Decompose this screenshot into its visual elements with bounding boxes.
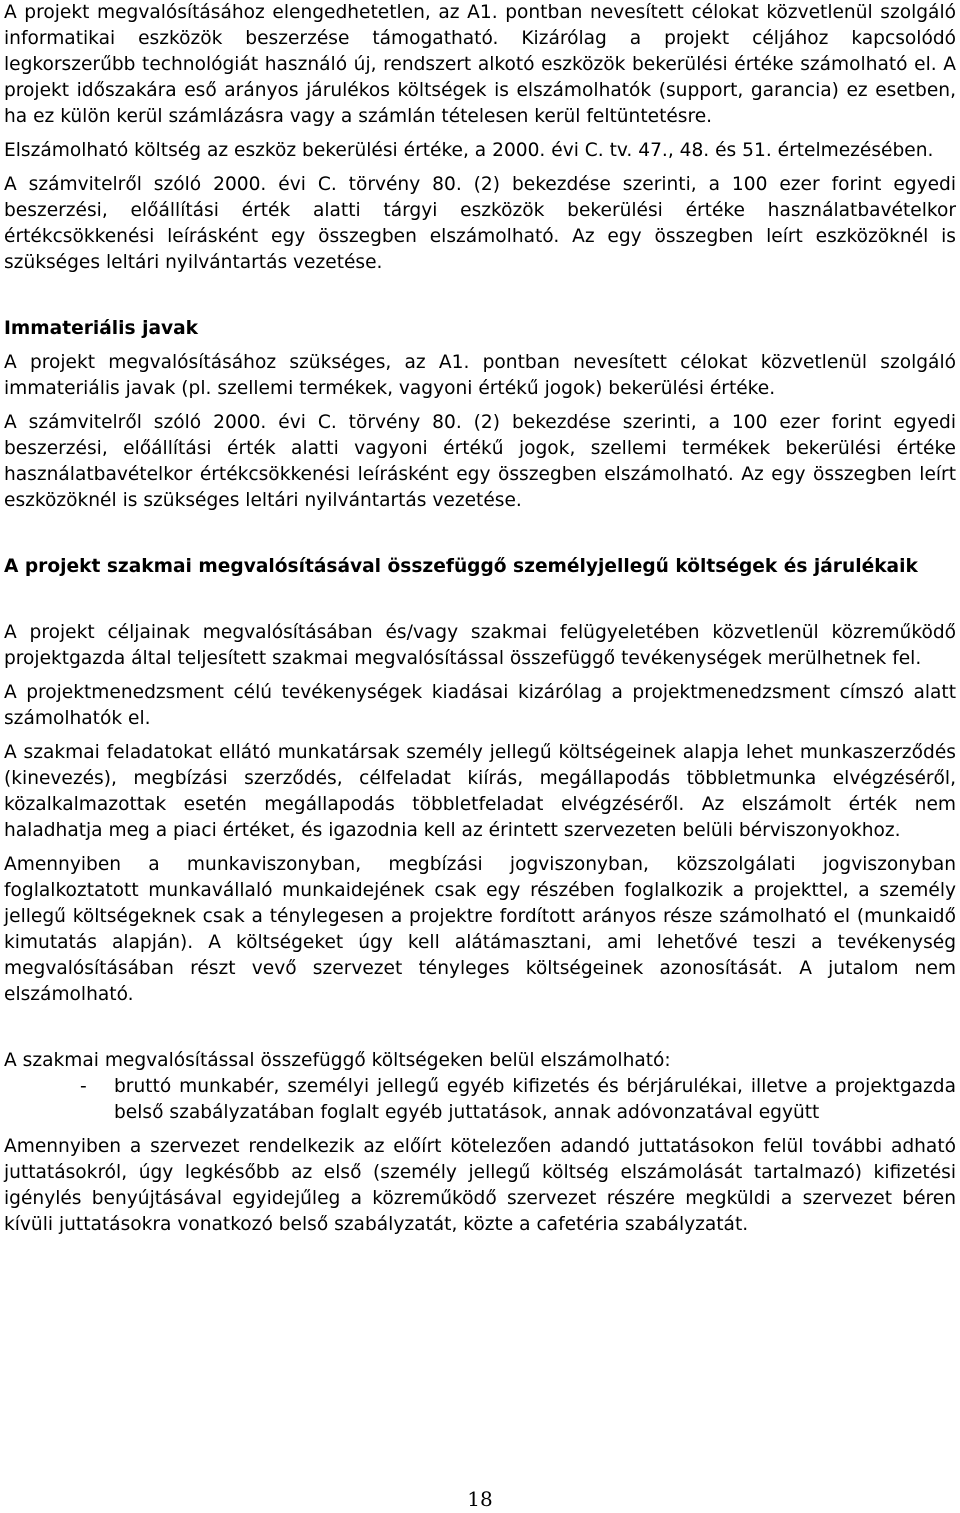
paragraph-elszamolhato-lista-bevezeto: A szakmai megvalósítással összefüggő költségeken belül elszámolható:: [4, 1050, 671, 1071]
paragraph-szamviteli-torveny-targyi: A számvitelről szóló 2000. évi C. törvény 80. (2) bekezdése szerinti, a 100 ezer forint egyedi beszerzési, előállítási érték alatti tárgyi eszközök bekerülési értéke használatbavételkor értékcsökkenési leírásként egy összegben elszámolható. Az egy összegben leírt eszközöknél is szükséges leltári nyilvántartás vezetése.: [4, 174, 956, 273]
list-item-text: bruttó munkabér, személyi jellegű egyéb kifizetés és bérjárulékai, illetve a projektgazda belső szabályzatában foglalt egyéb juttatások, annak adóvonzatával együtt: [114, 1076, 956, 1123]
heading-immaterialis-javak: Immateriális javak: [4, 318, 199, 339]
paragraph-informatikai-eszkozok: A projekt megvalósításához elengedhetetlen, az A1. pontban nevesített célokat közvetlenül szolgáló informatikai eszközök beszerzése támogatható. Kizárólag a projekt céljához kapcsolódó legkorszerűbb technológiát használó új, rendszert alkotó eszközök bekerülési értéke számolható el. A projekt időszakára eső arányos járulékos költségek is elszámolhatók (support, garancia) ez esetben, ha ez külön kerül számlázásra vagy a számlán tételesen kerül feltüntetésre.: [4, 2, 956, 127]
paragraph-immaterialis-javak: A projekt megvalósításához szükséges, az A1. pontban nevesített célokat közvetlenül szolgáló immateriális javak (pl. szellemi termékek, vagyoni értékű jogok) bekerülési értéke.: [4, 352, 956, 399]
paragraph-projektmenedzsment: A projektmenedzsment célú tevékenységek kiadásai kizárólag a projektmenedzsment címszó alatt számolhatók el.: [4, 682, 956, 729]
document-page: [4, 0, 956, 1238]
paragraph-juttatasok-szabalyzat: Amennyiben a szervezet rendelkezik az előírt kötelezően adandó juttatásokon felül további adható juttatásokról, úgy legkésőbb az első (személy jellegű költség elszámolását tartalmazó) kifizetési igénylés benyújtásával egyidejűleg a közreműködő szervezet részére megküldi a szervezet béren kívüli juttatásokra vonatkozó belső szabályzatát, közte a cafetéria szabályzatát.: [4, 1136, 956, 1235]
heading-szemelyi-jellegu-koltsegek: A projekt szakmai megvalósításával összefüggő személyjellegű költségek és járulékaik: [4, 556, 918, 577]
paragraph-munkaviszony-aranyos-resz: Amennyiben a munkaviszonyban, megbízási jogviszonyban, közszolgálati jogviszonyban foglalkoztatott munkavállaló munkaidejének csak egy részében foglalkozik a projekttel, a személy jellegű költségeknek csak a ténylegesen a projektre fordított arányos része számolható el (munkaidő kimutatás alapján). A költségeket úgy kell alátámasztani, ami lehetővé teszi a tevékenység megvalósításában részt vevő szervezet tényleges költségeinek azonosítását. A jutalom nem elszámolható.: [4, 854, 956, 1005]
list-item: [4, 1074, 956, 1126]
page-number: 18: [467, 1487, 493, 1511]
list-bullet-dash: -: [80, 1076, 87, 1097]
paragraph-projekt-celjai: A projekt céljainak megvalósításában és/vagy szakmai felügyeletében közvetlenül közreműködő projektgazda által teljesített szakmai megvalósítással összefüggő tevékenységek merülhetnek fel.: [4, 622, 956, 669]
paragraph-szamviteli-torveny-immaterialis: A számvitelről szóló 2000. évi C. törvény 80. (2) bekezdése szerinti, a 100 ezer forint egyedi beszerzési, előállítási érték alatti vagyoni értékű jogok, szellemi termékek bekerülési értéke használatbavételkor értékcsökkenési leírásként egy összegben elszámolható. Az egy összegben leírt eszközöknél is szükséges leltári nyilvántartás vezetése.: [4, 412, 956, 511]
paragraph-elszamolhato-koltseg: Elszámolható költség az eszköz bekerülési értéke, a 2000. évi C. tv. 47., 48. és 51. értelmezésében.: [4, 140, 934, 161]
paragraph-munkatarsak-koltsegei: A szakmai feladatokat ellátó munkatársak személy jellegű költségeinek alapja lehet munkaszerződés (kinevezés), megbízási szerződés, célfeladat kiírás, megállapodás többletmunka elvégzéséről, közalkalmazottak esetén megállapodás többletfeladat elvégzéséről. Az elszámolt érték nem haladhatja meg a piaci értéket, és igazodnia kell az érintett szervezeten belüli bérviszonyokhoz.: [4, 742, 956, 841]
